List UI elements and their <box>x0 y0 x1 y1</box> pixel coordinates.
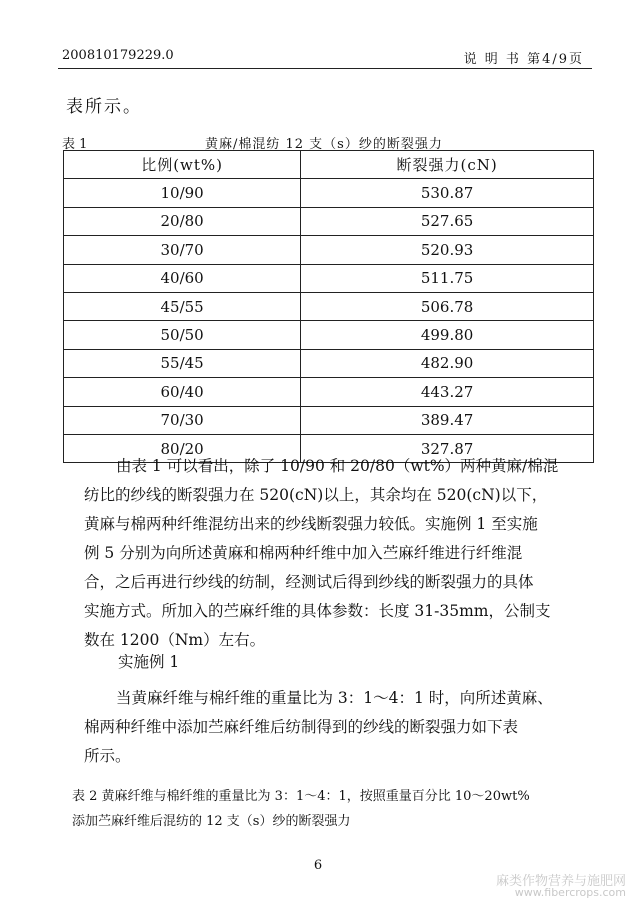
table-row <box>64 349 594 377</box>
intro-line: 表所示。 <box>66 97 142 117</box>
ratio-cell: 40/60 <box>64 264 301 292</box>
example-heading: 实施例 1 <box>118 653 180 671</box>
paragraph-line: 所示。 <box>84 747 131 765</box>
ratio-cell: 70/30 <box>64 406 301 434</box>
paragraph-line: 纺比的纱线的断裂强力在 520(cN)以上，其余均在 520(cN)以下， <box>84 486 548 504</box>
strength-cell: 511.75 <box>301 264 594 292</box>
paragraph-line: 合，之后再进行纱线的纺制，经测试后得到纱线的断裂强力的具体 <box>84 573 534 591</box>
table2-caption-line2: 添加苎麻纤维后混纺的 12 支（s）纱的断裂强力 <box>72 814 351 829</box>
paragraph-line: 由表 1 可以看出，除了 10/90 和 20/80（wt%）两种黄麻/棉混 <box>116 457 559 475</box>
strength-cell: 520.93 <box>301 236 594 264</box>
strength-cell: 482.90 <box>301 349 594 377</box>
strength-cell: 530.87 <box>301 179 594 207</box>
table1 <box>63 150 594 463</box>
table-row <box>64 264 594 292</box>
table-row <box>64 378 594 406</box>
column-header-ratio: 比例(wt%) <box>64 151 301 179</box>
table1-title: 黄麻/棉混纺 12 支（s）纱的断裂强力 <box>205 137 443 152</box>
table-row <box>64 292 594 320</box>
analysis-paragraph <box>84 452 584 655</box>
ratio-cell: 50/50 <box>64 321 301 349</box>
document-number: 200810179229.0 <box>62 48 174 63</box>
watermark-url: www.fibercrops.com <box>514 886 626 899</box>
header-rule <box>58 68 592 69</box>
table2-caption-line1: 表 2 黄麻纤维与棉纤维的重量比为 3：1～4：1，按照重量百分比 10～20wt% <box>72 789 530 804</box>
watermark-title: 麻类作物营养与施肥网 <box>495 874 626 889</box>
table-header-row <box>64 151 594 179</box>
table-row <box>64 207 594 235</box>
paragraph-line: 棉两种纤维中添加苎麻纤维后纺制得到的纱线的断裂强力如下表 <box>84 718 519 736</box>
example-paragraph <box>84 684 584 771</box>
page-number: 6 <box>313 858 323 873</box>
paragraph-line: 实施方式。所加入的苎麻纤维的具体参数：长度 31-35mm，公制支 <box>84 602 551 620</box>
ratio-cell: 45/55 <box>64 292 301 320</box>
ratio-cell: 30/70 <box>64 236 301 264</box>
table-row <box>64 406 594 434</box>
ratio-cell: 60/40 <box>64 378 301 406</box>
strength-cell: 527.65 <box>301 207 594 235</box>
paragraph-line: 例 5 分别为向所述黄麻和棉两种纤维中加入苎麻纤维进行纤维混 <box>84 544 523 562</box>
strength-cell: 443.27 <box>301 378 594 406</box>
paragraph-line: 黄麻与棉两种纤维混纺出来的纱线断裂强力较低。实施例 1 至实施 <box>84 515 538 533</box>
page-header-info: 说 明 书 第4/9页 <box>463 52 584 67</box>
ratio-cell: 20/80 <box>64 207 301 235</box>
column-header-strength: 断裂强力(cN) <box>301 151 594 179</box>
table-row <box>64 179 594 207</box>
strength-cell: 389.47 <box>301 406 594 434</box>
strength-cell: 327.87 <box>301 434 594 462</box>
table-row <box>64 236 594 264</box>
paragraph-line: 当黄麻纤维与棉纤维的重量比为 3：1～4：1 时，向所述黄麻、 <box>116 689 553 707</box>
paragraph-line: 数在 1200（Nm）左右。 <box>84 631 266 649</box>
strength-cell: 506.78 <box>301 292 594 320</box>
ratio-cell: 10/90 <box>64 179 301 207</box>
ratio-cell: 80/20 <box>64 434 301 462</box>
strength-cell: 499.80 <box>301 321 594 349</box>
ratio-cell: 55/45 <box>64 349 301 377</box>
table-row <box>64 321 594 349</box>
table1-label: 表 1 <box>62 137 88 152</box>
